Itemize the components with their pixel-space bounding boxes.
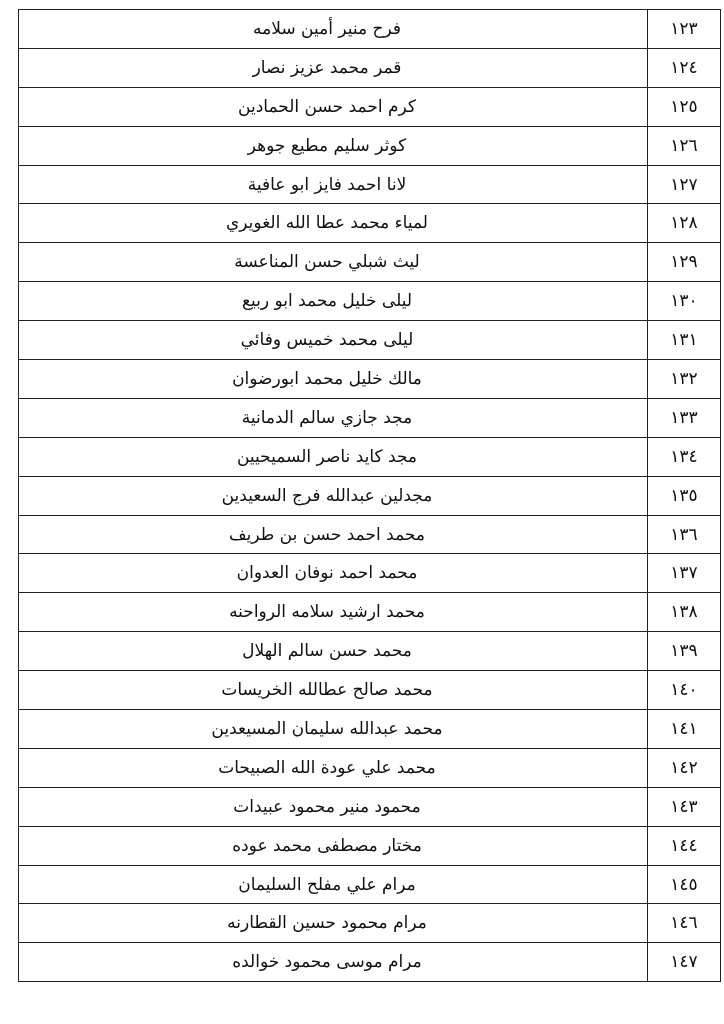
table-row: [19, 943, 721, 982]
student-name: مجد جازي سالم الدمانية: [241, 407, 413, 428]
student-name: مختار مصطفى محمد عوده: [232, 835, 422, 856]
row-number: ١٤٣: [648, 787, 721, 826]
student-name: محمد حسن سالم الهلال: [242, 641, 412, 662]
row-number: ١٢٣: [648, 10, 721, 49]
student-name: ليث شبلي حسن المناعسة: [234, 252, 420, 273]
student-name: فرح منير أمين سلامه: [253, 18, 401, 39]
names-table: [18, 9, 721, 982]
table-row: [19, 165, 721, 204]
student-name: مرام محمود حسين القطارنه: [227, 913, 427, 934]
student-name: ليلى محمد خميس وفائي: [240, 330, 414, 351]
name-cell: [19, 671, 648, 710]
row-number: ١٣١: [648, 321, 721, 360]
row-number: ١٢٤: [648, 48, 721, 87]
table-row: [19, 476, 721, 515]
row-number: ١٣٨: [648, 593, 721, 632]
table-row: [19, 360, 721, 399]
student-name: محمد صالح عطالله الخريسات: [221, 680, 433, 701]
name-cell: [19, 282, 648, 321]
name-cell: [19, 710, 648, 749]
student-name: لمياء محمد عطا الله الغويري: [226, 213, 428, 234]
name-cell: [19, 437, 648, 476]
name-cell: [19, 360, 648, 399]
row-number: ١٤٠: [648, 671, 721, 710]
table-row: [19, 10, 721, 49]
table-row: [19, 126, 721, 165]
student-name: مرام علي مفلح السليمان: [238, 874, 416, 895]
student-name: محمود منير محمود عبيدات: [233, 796, 421, 817]
name-cell: [19, 204, 648, 243]
table-row: [19, 437, 721, 476]
student-name: ليلى خليل محمد ابو ربيع: [241, 291, 413, 312]
row-number: ١٣٤: [648, 437, 721, 476]
student-name: مجدلين عبدالله فرج السعيدين: [221, 485, 433, 506]
row-number: ١٣٦: [648, 515, 721, 554]
student-name: محمد عبدالله سليمان المسيعدين: [211, 718, 443, 739]
row-number: ١٢٥: [648, 87, 721, 126]
table-row: [19, 826, 721, 865]
row-number: ١٤٦: [648, 904, 721, 943]
table-row: [19, 710, 721, 749]
table-row: [19, 632, 721, 671]
names-table-body: [19, 10, 721, 982]
name-cell: [19, 943, 648, 982]
row-number: ١٣٥: [648, 476, 721, 515]
student-name: مرام موسى محمود خوالده: [232, 952, 422, 973]
name-cell: [19, 10, 648, 49]
name-cell: [19, 593, 648, 632]
row-number: ١٢٩: [648, 243, 721, 282]
table-row: [19, 243, 721, 282]
row-number: ١٤٥: [648, 865, 721, 904]
table-row: [19, 593, 721, 632]
student-name: محمد احمد نوفان العدوان: [236, 563, 418, 584]
row-number: ١٤٧: [648, 943, 721, 982]
student-name: قمر محمد عزيز نصار: [252, 57, 402, 78]
student-name: محمد ارشيد سلامه الرواحنه: [229, 602, 425, 623]
name-cell: [19, 748, 648, 787]
name-cell: [19, 554, 648, 593]
table-row: [19, 48, 721, 87]
row-number: ١٣٢: [648, 360, 721, 399]
student-name: كرم احمد حسن الحمادين: [238, 96, 416, 117]
name-cell: [19, 476, 648, 515]
name-cell: [19, 321, 648, 360]
name-cell: [19, 398, 648, 437]
student-name: مالك خليل محمد ابورضوان: [232, 368, 422, 389]
name-cell: [19, 787, 648, 826]
table-row: [19, 554, 721, 593]
row-number: ١٢٨: [648, 204, 721, 243]
student-name: محمد احمد حسن بن طريف: [229, 524, 425, 545]
table-row: [19, 87, 721, 126]
name-cell: [19, 826, 648, 865]
student-name: لانا احمد فايز ابو عافية: [247, 174, 407, 195]
table-row: [19, 282, 721, 321]
table-row: [19, 865, 721, 904]
table-row: [19, 671, 721, 710]
row-number: ١٣٩: [648, 632, 721, 671]
table-row: [19, 398, 721, 437]
table-row: [19, 321, 721, 360]
row-number: ١٢٦: [648, 126, 721, 165]
name-cell: [19, 515, 648, 554]
name-cell: [19, 904, 648, 943]
table-row: [19, 515, 721, 554]
name-cell: [19, 87, 648, 126]
name-cell: [19, 865, 648, 904]
student-name: مجد كايد ناصر السميحيين: [236, 446, 418, 467]
row-number: ١٣٣: [648, 398, 721, 437]
row-number: ١٤٤: [648, 826, 721, 865]
row-number: ١٤٢: [648, 748, 721, 787]
table-row: [19, 787, 721, 826]
student-name: محمد علي عودة الله الصبيحات: [218, 757, 436, 778]
table-row: [19, 904, 721, 943]
name-cell: [19, 165, 648, 204]
name-cell: [19, 126, 648, 165]
table-row: [19, 748, 721, 787]
row-number: ١٢٧: [648, 165, 721, 204]
name-cell: [19, 632, 648, 671]
row-number: ١٤١: [648, 710, 721, 749]
name-cell: [19, 243, 648, 282]
row-number: ١٣٠: [648, 282, 721, 321]
name-cell: [19, 48, 648, 87]
student-name: كوثر سليم مطيع جوهر: [247, 135, 407, 156]
table-row: [19, 204, 721, 243]
row-number: ١٣٧: [648, 554, 721, 593]
